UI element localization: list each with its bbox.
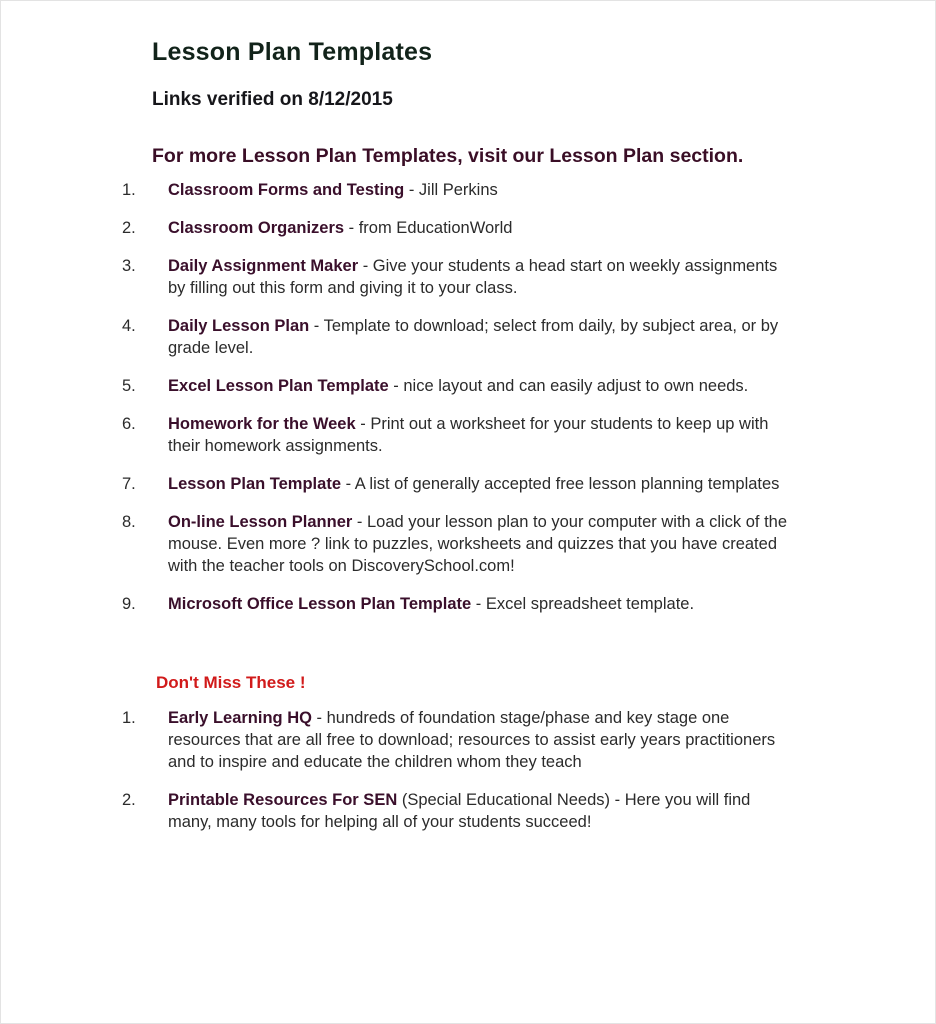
list-item-description: - Print out a worksheet for your students to keep up with their homework assignments. xyxy=(168,415,769,455)
list-item-description: - from EducationWorld xyxy=(344,219,513,237)
link-online-lesson-planner[interactable]: On-line Lesson Planner xyxy=(168,513,353,531)
templates-list xyxy=(122,179,792,615)
link-excel-lesson-plan-template[interactable]: Excel Lesson Plan Template xyxy=(168,377,389,395)
more-templates-text: For more Lesson Plan Templates, visit our Lesson Plan section. xyxy=(152,145,744,167)
list-number: 1. xyxy=(122,181,136,199)
list-number: 7. xyxy=(122,475,136,493)
list-item-description: - Give your students a head start on weekly assignments by filling out this form and giving it to your class. xyxy=(168,257,778,297)
list-number: 8. xyxy=(122,513,136,531)
link-microsoft-office-lesson-plan-template[interactable]: Microsoft Office Lesson Plan Template xyxy=(168,595,472,613)
list-item-description: - Template to download; select from daily, by subject area, or by grade level. xyxy=(168,317,779,357)
list-item xyxy=(122,473,792,495)
link-daily-lesson-plan[interactable]: Daily Lesson Plan xyxy=(168,317,310,335)
list-item-description: - A list of generally accepted free lesson planning templates xyxy=(341,475,780,493)
document-content xyxy=(122,38,812,849)
list-item-description: - nice layout and can easily adjust to own needs. xyxy=(388,377,749,395)
list-item xyxy=(122,375,792,397)
list-number: 2. xyxy=(122,791,136,809)
list-item xyxy=(122,789,792,833)
list-number: 1. xyxy=(122,709,136,727)
link-printable-resources-for-sen[interactable]: Printable Resources For SEN xyxy=(168,791,398,809)
dont-miss-list xyxy=(122,707,792,833)
list-number: 9. xyxy=(122,595,136,613)
page-title: Lesson Plan Templates xyxy=(152,38,433,66)
list-number: 4. xyxy=(122,317,136,335)
list-number: 6. xyxy=(122,415,136,433)
list-item xyxy=(122,707,792,773)
list-number: 3. xyxy=(122,257,136,275)
list-number: 2. xyxy=(122,219,136,237)
list-item-description: - Jill Perkins xyxy=(404,181,498,199)
list-item xyxy=(122,593,792,615)
list-item xyxy=(122,255,792,299)
link-lesson-plan-template[interactable]: Lesson Plan Template xyxy=(168,475,341,493)
link-daily-assignment-maker[interactable]: Daily Assignment Maker xyxy=(168,257,359,275)
link-early-learning-hq[interactable]: Early Learning HQ xyxy=(168,709,312,727)
link-classroom-forms-and-testing[interactable]: Classroom Forms and Testing xyxy=(168,181,405,199)
link-homework-for-the-week[interactable]: Homework for the Week xyxy=(168,415,356,433)
list-item-description: - Excel spreadsheet template. xyxy=(471,595,695,613)
list-item xyxy=(122,217,792,239)
link-classroom-organizers[interactable]: Classroom Organizers xyxy=(168,219,345,237)
list-item xyxy=(122,511,792,577)
dont-miss-heading: Don't Miss These ! xyxy=(156,673,306,692)
list-item xyxy=(122,413,792,457)
list-item-description: (Special Educational Needs) - Here you will find many, many tools for helping all of your students succeed! xyxy=(168,791,751,831)
links-verified-date: Links verified on 8/12/2015 xyxy=(152,89,393,110)
list-item-description: - hundreds of foundation stage/phase and key stage one resources that are all free to download; resources to assist early years practitioners and to inspire and educate the children whom they teach xyxy=(168,709,776,771)
list-item xyxy=(122,179,792,201)
list-item xyxy=(122,315,792,359)
list-item-description: - Load your lesson plan to your computer with a click of the mouse. Even more ? link to puzzles, worksheets and quizzes that you have created with the teacher tools on DiscoverySchool.com! xyxy=(168,513,788,575)
list-number: 5. xyxy=(122,377,136,395)
